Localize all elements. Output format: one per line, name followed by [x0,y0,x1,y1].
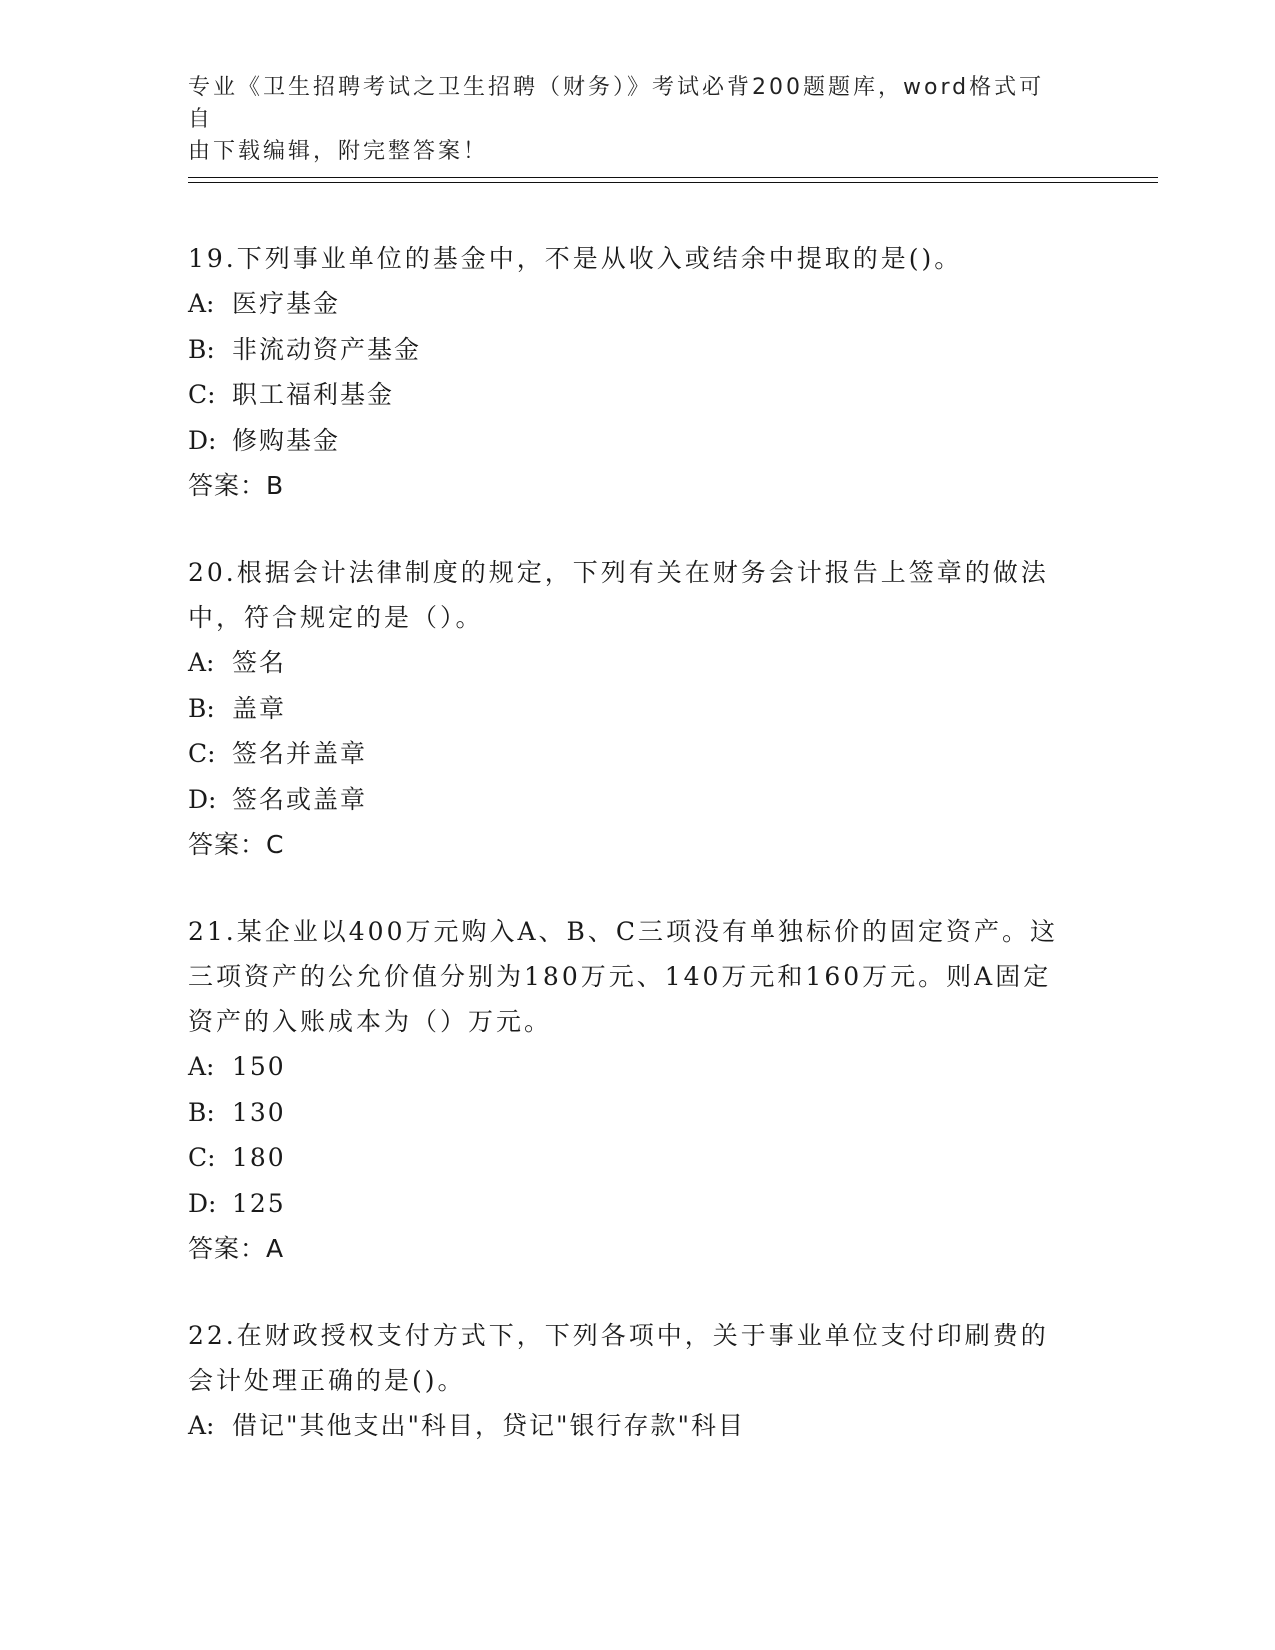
option-text: 借记"其他支出"科目，贷记"银行存款"科目 [232,1411,745,1440]
question-item [188,236,1088,508]
header-line-2: 由下载编辑，附完整答案！ [188,139,489,164]
option-letter: A: [188,289,215,318]
option-letter: A: [188,648,215,677]
answer-option [188,686,1088,732]
option-letter: B: [188,1097,215,1127]
answer-key: 答案：B [188,471,285,500]
option-text: 职工福利基金 [232,380,395,409]
option-letter: B: [188,693,215,723]
option-text: 130 [232,1097,286,1127]
option-letter: C: [188,1143,216,1172]
question-item [188,1313,1088,1449]
option-letter: D: [188,425,217,455]
option-text: 盖章 [232,693,287,723]
question-stem: 资产的入账成本为（）万元。 [188,1007,553,1036]
answer-key: 答案：C [188,830,285,859]
question-stem: 20.根据会计法律制度的规定，下列有关在财务会计报告上签章的做法 [188,558,1049,587]
header-divider-top [188,177,1158,178]
answer-key: 答案：A [188,1234,285,1263]
option-text: 180 [232,1143,286,1172]
option-text: 150 [232,1052,286,1081]
question-stem: 19.下列事业单位的基金中，不是从收入或结余中提取的是()。 [188,244,963,273]
option-text: 签名 [232,648,287,677]
question-stem: 三项资产的公允价值分别为180万元、140万元和160万元。则A固定 [188,962,1052,991]
question-stem: 21.某企业以400万元购入A、B、C三项没有单独标价的固定资产。这 [188,917,1059,946]
option-text: 签名或盖章 [232,784,368,814]
option-letter: A: [188,1411,215,1440]
answer-option [188,418,1088,464]
header-line-1: 专业《卫生招聘考试之卫生招聘（财务）》考试必背200题题库，word格式可自 [188,75,1045,132]
option-text: 修购基金 [232,425,341,455]
answer-option [188,327,1088,373]
question-item [188,909,1088,1271]
option-letter: B: [188,334,215,364]
answer-option [188,1181,1088,1227]
option-text: 医疗基金 [232,289,341,318]
answer-option [188,731,1088,777]
answer-option [188,372,1088,418]
option-text: 非流动资产基金 [232,334,422,364]
question-stem: 22.在财政授权支付方式下，下列各项中，关于事业单位支付印刷费的 [188,1321,1049,1350]
answer-option [188,281,1088,327]
question-item [188,550,1088,867]
answer-option [188,1135,1088,1181]
answer-option [188,640,1088,686]
option-letter: C: [188,739,216,768]
option-letter: C: [188,380,216,409]
answer-option [188,1403,1088,1449]
option-letter: D: [188,1188,217,1218]
option-letter: A: [188,1052,215,1081]
question-list [188,236,1088,1491]
document-header [188,72,1068,168]
answer-option [188,1090,1088,1136]
question-stem: 会计处理正确的是()。 [188,1366,466,1395]
question-stem: 中，符合规定的是（）。 [188,603,484,632]
answer-option [188,777,1088,823]
option-letter: D: [188,784,217,814]
option-text: 签名并盖章 [232,739,368,768]
option-text: 125 [232,1188,286,1218]
header-divider-bottom [188,182,1158,183]
answer-option [188,1044,1088,1090]
